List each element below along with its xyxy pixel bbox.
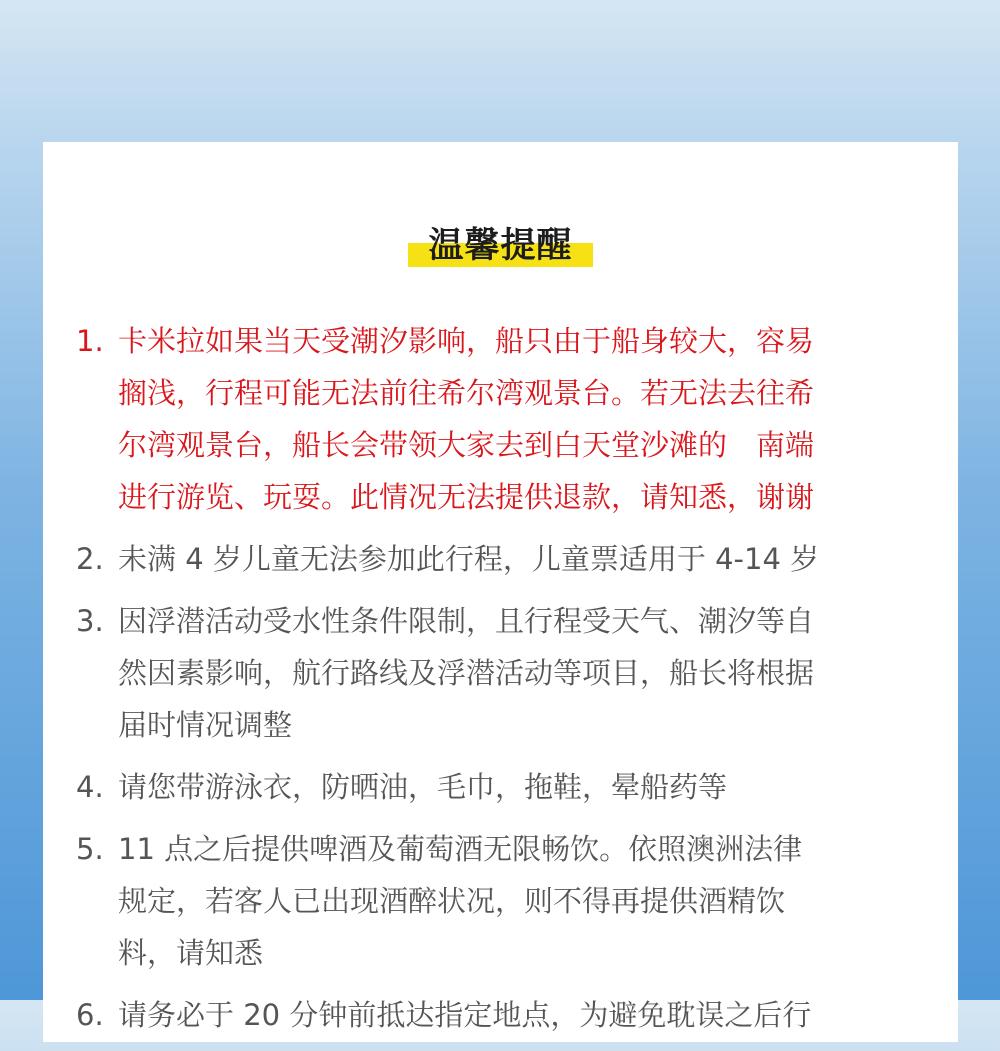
tip-line: 进行游览、玩耍。此情况无法提供退款，请知悉，谢谢	[118, 480, 815, 514]
tip-item-1	[76, 315, 936, 523]
tip-line: 尔湾观景台，船长会带领大家去到白天堂沙滩的 南端	[118, 428, 815, 462]
tip-line: 因浮潜活动受水性条件限制，且行程受天气、潮汐等自	[118, 604, 815, 638]
tip-item-6	[76, 989, 936, 1041]
tip-item-3	[76, 595, 936, 751]
title-wrap	[43, 222, 958, 270]
notice-card	[43, 142, 958, 1042]
tip-line: 请务必于 20 分钟前抵达指定地点，为避免耽误之后行	[118, 998, 812, 1032]
tip-number: 4.	[76, 770, 104, 804]
tip-number: 3.	[76, 604, 104, 638]
tip-item-5	[76, 823, 936, 979]
tip-line: 届时情况调整	[118, 708, 293, 742]
tip-line: 请您带游泳衣，防晒油，毛巾，拖鞋，晕船药等	[118, 770, 728, 804]
title-text: 温馨提醒	[428, 226, 573, 266]
tips-list	[76, 315, 936, 1051]
tip-line: 未满 4 岁儿童无法参加此行程，儿童票适用于 4-14 岁	[118, 542, 820, 576]
tip-line: 料，请知悉	[118, 936, 264, 970]
tip-line: 11 点之后提供啤酒及葡萄酒无限畅饮。依照澳洲法律	[118, 832, 803, 866]
tip-line: 然因素影响，航行路线及浮潜活动等项目，船长将根据	[118, 656, 815, 690]
tip-number: 1.	[76, 324, 104, 358]
tip-line: 搁浅，行程可能无法前往希尔湾观景台。若无法去往希	[118, 376, 815, 410]
tip-number: 5.	[76, 832, 104, 866]
tip-item-4	[76, 761, 936, 813]
tip-line: 卡米拉如果当天受潮汐影响，船只由于船身较大，容易	[118, 324, 815, 358]
tip-number: 6.	[76, 998, 104, 1032]
tip-line: 规定，若客人已出现酒醉状况，则不得再提供酒精饮	[118, 884, 786, 918]
tip-number: 2.	[76, 542, 104, 576]
tip-item-2	[76, 533, 936, 585]
notice-title	[408, 222, 592, 270]
